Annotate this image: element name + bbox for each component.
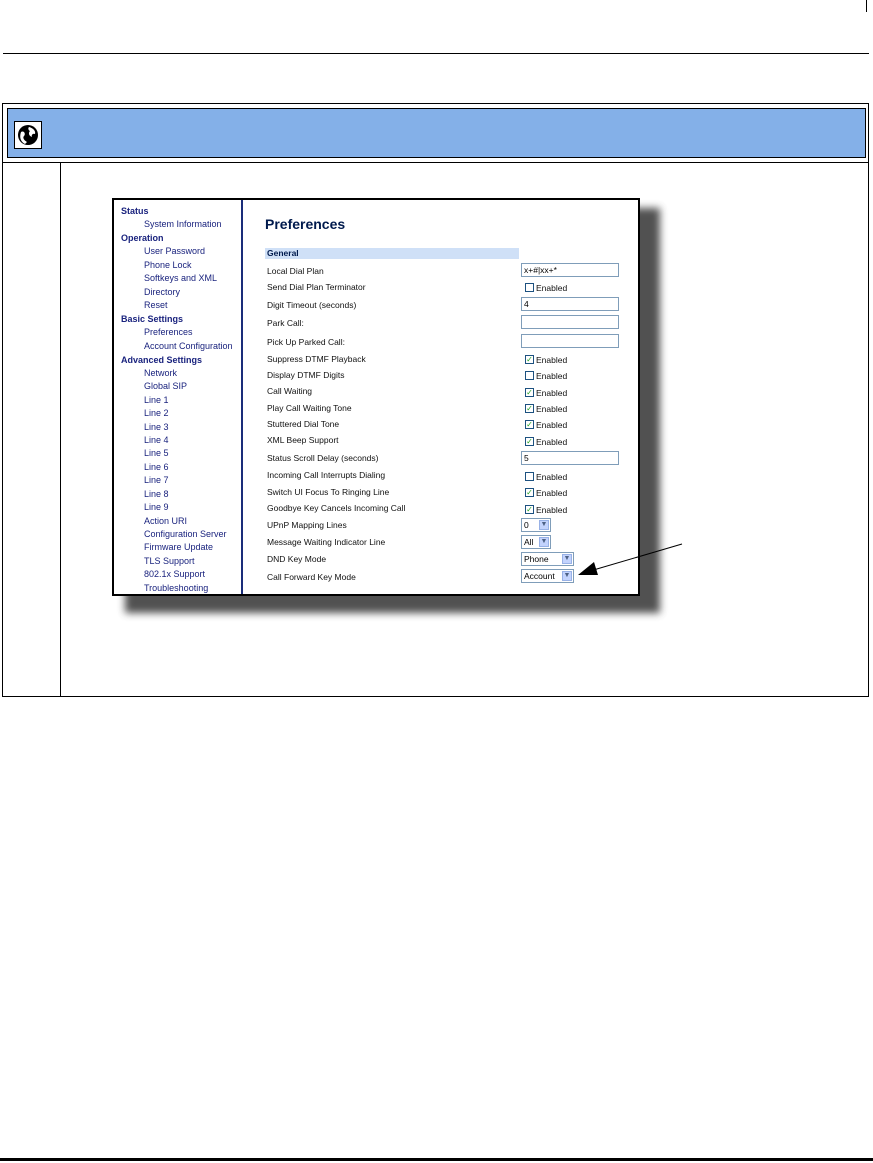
chevron-down-icon: ▼ xyxy=(540,538,548,545)
nav-item-phone-lock[interactable]: Phone Lock xyxy=(144,260,192,270)
nav-item-user-password[interactable]: User Password xyxy=(144,246,206,256)
xml-beep-support-label: XML Beep Support xyxy=(267,435,339,445)
column-divider xyxy=(60,162,61,697)
pick-up-parked-call-label: Pick Up Parked Call: xyxy=(267,337,345,347)
nav-item-system-information[interactable]: System Information xyxy=(144,219,222,229)
park-call-label: Park Call: xyxy=(267,318,304,328)
xml-beep-support-checkbox[interactable]: ✓ xyxy=(526,437,533,446)
display-dtmf-digits-checkbox[interactable] xyxy=(525,371,534,380)
call-forward-key-mode-value: Account xyxy=(524,571,555,581)
status-scroll-delay-label: Status Scroll Delay (seconds) xyxy=(267,453,379,463)
nav-item-network[interactable]: Network xyxy=(144,368,178,378)
play-call-waiting-tone-option: Enabled xyxy=(536,404,568,414)
send-dial-plan-terminator-option: Enabled xyxy=(536,283,568,293)
header-rule xyxy=(3,53,869,54)
upnp-mapping-lines-value: 0 xyxy=(524,520,529,530)
status-scroll-delay-input[interactable]: 5 xyxy=(521,451,619,465)
footer-rule xyxy=(0,1158,873,1161)
chevron-down-icon: ▼ xyxy=(563,572,571,579)
send-dial-plan-terminator-checkbox[interactable] xyxy=(525,283,534,292)
switch-ui-focus-checkbox[interactable]: ✓ xyxy=(526,488,533,497)
nav-item-line-5[interactable]: Line 5 xyxy=(144,448,169,458)
callout-arrow-icon xyxy=(570,540,685,580)
park-call-input[interactable] xyxy=(521,315,619,329)
section-band xyxy=(265,248,519,259)
nav-item-preferences[interactable]: Preferences xyxy=(144,327,193,337)
switch-ui-focus-label: Switch UI Focus To Ringing Line xyxy=(267,487,390,497)
nav-item-line-3[interactable]: Line 3 xyxy=(144,422,169,432)
nav-item-firmware-update[interactable]: Firmware Update xyxy=(144,542,214,552)
upnp-mapping-lines-select[interactable] xyxy=(521,518,551,532)
local-dial-plan-input[interactable]: x+#|xx+* xyxy=(521,263,619,277)
nav-item-troubleshooting[interactable]: Troubleshooting xyxy=(144,583,209,593)
nav-item-line-9[interactable]: Line 9 xyxy=(144,502,169,512)
banner xyxy=(7,108,866,158)
stuttered-dial-tone-label: Stuttered Dial Tone xyxy=(267,419,340,429)
call-forward-key-mode-select[interactable] xyxy=(521,569,574,583)
nav-item-line-8[interactable]: Line 8 xyxy=(144,489,169,499)
xml-beep-support-option: Enabled xyxy=(536,437,568,447)
chevron-down-icon: ▼ xyxy=(563,555,571,562)
nav-section-advanced-settings[interactable]: Advanced Settings xyxy=(121,355,203,365)
nav-item-action-uri[interactable]: Action URI xyxy=(144,516,188,526)
upnp-mapping-lines-label: UPnP Mapping Lines xyxy=(267,520,347,530)
nav-section-status[interactable]: Status xyxy=(121,206,149,216)
stuttered-dial-tone-checkbox[interactable]: ✓ xyxy=(526,420,533,429)
dnd-key-mode-value: Phone xyxy=(524,554,549,564)
banner-divider xyxy=(2,162,869,163)
mwi-line-label: Message Waiting Indicator Line xyxy=(267,537,386,547)
nav-item-line-2[interactable]: Line 2 xyxy=(144,408,169,418)
header-tick xyxy=(866,0,867,12)
pick-up-parked-call-input[interactable] xyxy=(521,334,619,348)
display-dtmf-digits-label: Display DTMF Digits xyxy=(267,370,345,380)
switch-ui-focus-option: Enabled xyxy=(536,488,568,498)
dnd-key-mode-select[interactable] xyxy=(521,552,574,566)
digit-timeout-input[interactable]: 4 xyxy=(521,297,619,311)
nav-item-line-4[interactable]: Line 4 xyxy=(144,435,169,445)
mwi-line-select[interactable] xyxy=(521,535,551,549)
play-call-waiting-tone-checkbox[interactable]: ✓ xyxy=(526,404,533,413)
nav-item-account-configuration[interactable]: Account Configuration xyxy=(144,341,233,351)
suppress-dtmf-playback-option: Enabled xyxy=(536,355,568,365)
page-title: Preferences xyxy=(265,216,346,232)
digit-timeout-label: Digit Timeout (seconds) xyxy=(267,300,357,310)
call-waiting-option: Enabled xyxy=(536,388,568,398)
call-forward-key-mode-label: Call Forward Key Mode xyxy=(267,572,356,582)
suppress-dtmf-playback-checkbox[interactable]: ✓ xyxy=(526,355,533,364)
nav-item-line-7[interactable]: Line 7 xyxy=(144,475,169,485)
send-dial-plan-terminator-label: Send Dial Plan Terminator xyxy=(267,282,366,292)
stuttered-dial-tone-option: Enabled xyxy=(536,420,568,430)
goodbye-key-cancels-label: Goodbye Key Cancels Incoming Call xyxy=(267,503,406,513)
nav-item-global-sip[interactable]: Global SIP xyxy=(144,381,188,391)
goodbye-key-cancels-checkbox[interactable]: ✓ xyxy=(526,505,533,514)
dnd-key-mode-label: DND Key Mode xyxy=(267,554,327,564)
nav-item-line-6[interactable]: Line 6 xyxy=(144,462,169,472)
chevron-down-icon: ▼ xyxy=(540,521,548,528)
goodbye-key-cancels-option: Enabled xyxy=(536,505,568,515)
nav-section-operation[interactable]: Operation xyxy=(121,233,164,243)
web-ui-screenshot xyxy=(112,198,640,596)
sidebar-nav xyxy=(114,200,243,594)
incoming-call-interrupts-checkbox[interactable] xyxy=(525,472,534,481)
suppress-dtmf-playback-label: Suppress DTMF Playback xyxy=(267,354,366,364)
play-call-waiting-tone-label: Play Call Waiting Tone xyxy=(267,403,352,413)
nav-item-tls-support[interactable]: TLS Support xyxy=(144,556,195,566)
nav-item-8021x-support[interactable]: 802.1x Support xyxy=(144,569,206,579)
local-dial-plan-label: Local Dial Plan xyxy=(267,266,324,276)
nav-item-line-1[interactable]: Line 1 xyxy=(144,395,169,405)
globe-icon xyxy=(14,121,42,149)
display-dtmf-digits-option: Enabled xyxy=(536,371,568,381)
nav-item-directory[interactable]: Directory xyxy=(144,287,181,297)
call-waiting-label: Call Waiting xyxy=(267,386,313,396)
nav-section-basic-settings[interactable]: Basic Settings xyxy=(121,314,184,324)
incoming-call-interrupts-label: Incoming Call Interrupts Dialing xyxy=(267,470,386,480)
mwi-line-value: All xyxy=(524,537,534,547)
nav-item-reset[interactable]: Reset xyxy=(144,300,168,310)
call-waiting-checkbox[interactable]: ✓ xyxy=(526,388,533,397)
incoming-call-interrupts-option: Enabled xyxy=(536,472,568,482)
section-heading: General xyxy=(267,248,299,258)
nav-item-softkeys-xml[interactable]: Softkeys and XML xyxy=(144,273,218,283)
nav-item-configuration-server[interactable]: Configuration Server xyxy=(144,529,227,539)
